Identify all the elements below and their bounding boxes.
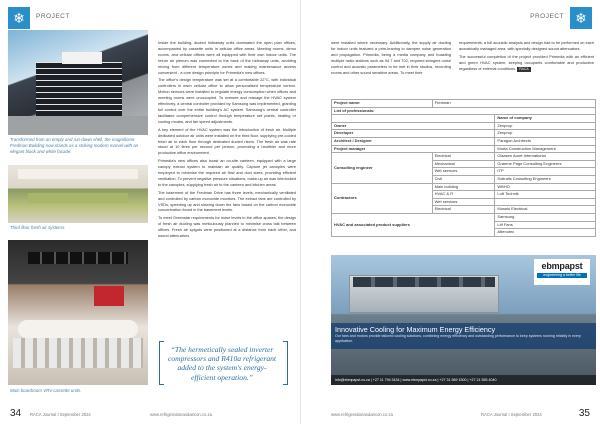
- table-cell: HVAC & R: [432, 191, 495, 199]
- body-paragraph: Primedia's new offices also boast an on-site canteen, equipped with a large canopy extract system to maintain air quality. Capture jet canopies were employed to minimise the required air flow and duct sizes, providing efficient ventilation. To prevent negative pressure situations, make-up air was interlocked to the canopies, supplying fresh air to the canteen and kitchen areas.: [158, 158, 296, 187]
- snowflake-logo-icon: ❄: [570, 7, 592, 29]
- body-paragraph: The office's design temperature was set at a comfortable 22°C, with individual controllers in each cellular office to allow personalised temperature control. Motion sensors were installed to regulate energy consumption when offices and meeting rooms were unoccupied. To oversee and manage the HVAC system effectively, a central controller provided by Samsung was implemented, granting full control over the entire building's AC system. Samsung's central controller facilitated comprehensive control through temperature set points, heating or cooling modes, and fan speed adjustments.: [158, 77, 296, 124]
- table-cell: Architect / Designer: [332, 137, 495, 145]
- table-cell: Wet services: [432, 198, 495, 206]
- table-cell: ITP: [495, 168, 596, 176]
- ad-brand-name: ebmpapst: [541, 261, 583, 271]
- table-cell: Luft Technik: [495, 191, 596, 199]
- table-cell: Civil: [432, 175, 495, 183]
- table-row: [332, 100, 596, 108]
- closing-text: The successful completion of the project provided Primedia with an efficient and green HVAC system, keeping occupants comfortable and productive regardless of external conditions.: [459, 53, 594, 71]
- table-cell: Samsung: [495, 213, 596, 221]
- table-cell: Developer: [332, 130, 495, 138]
- table-cell: Contractors: [332, 183, 433, 213]
- table-cell: Fredman: [432, 100, 595, 108]
- table-row: [332, 115, 596, 123]
- footer-issue: RACA Journal I September 2024: [30, 412, 91, 417]
- body-paragraph: Inside the building, ducted hideaway units dominated the open plan offices, accompanied by cassette units in cellular office areas. Meeting rooms, demo rooms, and cellular offices were all equipped with their own indoor units. The return air plenum was connected to the back of the hideaway units, avoiding mixing from different temperature zones and making maintenance access convenient - a core design principle for Primedia's new offices.: [158, 40, 296, 75]
- table-cell: Attenutec: [495, 229, 596, 237]
- table-cell: Lift Fans: [495, 221, 596, 229]
- ebmpapst-advertisement[interactable]: [331, 255, 596, 385]
- photo-caption-building: Transformed from an empty and run-down shell, the magnificent Fredman Building now stands as a striking modern marvel with an elegant black and white facade.: [10, 137, 139, 154]
- footer-url[interactable]: www.refrigerationandaircon.co.za: [331, 412, 393, 417]
- ad-contact-line[interactable]: info@ebmpapst.co.za | +27 11 794 3434 | www.ebmpapst.co.za | +27 31 569 1500 | +27 21 555 4040: [331, 375, 596, 385]
- table-row: [332, 153, 596, 161]
- body-column: [331, 40, 451, 90]
- table-row: [332, 107, 596, 115]
- table-cell: Zenprop: [495, 130, 596, 138]
- table-header-cell: Name of company: [495, 115, 596, 123]
- ad-headline: Innovative Cooling for Maximum Energy Efficiency: [335, 325, 496, 334]
- table-row: [332, 130, 596, 138]
- fresh-air-systems-photo: [8, 165, 148, 223]
- body-column: [459, 40, 594, 90]
- table-row: [332, 183, 596, 191]
- table-cell: Electrical: [432, 153, 495, 161]
- footer-issue: RACA Journal I September 2024: [481, 412, 542, 417]
- table-cell: Consulting engineer: [332, 153, 433, 183]
- table-cell: Moseki Electrical: [495, 206, 596, 214]
- ad-tagline: engineering a better life: [537, 273, 587, 278]
- table-row: [332, 145, 596, 153]
- table-cell: Project name:: [332, 100, 433, 108]
- table-cell: Sotiralis Consulting Engineers: [495, 175, 596, 183]
- body-paragraph: The basement of the Fredman Drive has three levels, mechanically ventilated and controlled by carbon monoxide monitors. The extract fans are controlled by VSDs, speeding up and slowing down the fans based on the carbon monoxide concentration found in the basement levels.: [158, 189, 296, 213]
- section-label: PROJECT: [36, 13, 70, 20]
- right-page: [300, 0, 600, 424]
- table-cell: Wet services: [432, 168, 495, 176]
- footer-url[interactable]: www.refrigerationandaircon.co.za: [150, 412, 212, 417]
- body-paragraph: A key element of the HVAC system was the introduction of fresh air. Multiple dedicated outdoor air units were installed on the third floor, supplying pre-cooled fresh air to each floor through dedicated ducted risers. The fresh air was rate stood at 10 litres per second per person, promoting a healthier and more productive office environment.: [158, 126, 296, 156]
- quote-bracket-right: [283, 341, 288, 385]
- ad-body-text: Our fans and motors provide tailored cooling solutions, combining energy efficiency and outstanding performance to keep systems running reliably in every application.: [335, 334, 581, 343]
- table-cell: Owner: [332, 122, 495, 130]
- table-row: [332, 213, 596, 221]
- table-cell: WBHO: [495, 183, 596, 191]
- ad-headline-band: [331, 323, 596, 349]
- table-cell: Main building: [432, 183, 495, 191]
- table-cell: Graeme Page Consulting Engineers: [495, 160, 596, 168]
- end-tag: RACA: [519, 66, 529, 71]
- table-row: [332, 137, 596, 145]
- table-cell: Paragon Architects: [495, 137, 596, 145]
- table-cell: Morta Construction Management: [495, 145, 596, 153]
- table-cell: Zenprop: [495, 122, 596, 130]
- pull-quote: “The hermetically sealed inverter compressors and R410a refrigerant added to the system's energy-efficient operation.”: [167, 345, 277, 382]
- snowflake-logo-icon: ❄: [8, 7, 30, 29]
- table-row: [332, 122, 596, 130]
- body-paragraph: To meet Greenstar requirements for noise levels in the office spaces, the design of fresh air ducting was meticulously planned to minimise cross talk between offices. Fresh air spigots were positioned at a distance from each other, and sound attenuators: [158, 215, 296, 239]
- body-paragraph: were installed where necessary. Additionally, the supply air ducting for indoor units featured a prim-leaning to dampen noise generation and propagation. Primedia, being a media company and boasting multiple radio stations such as 94.7 and 702, required stringent noise control and acoustic parameters to be met in their studios, recording rooms and other sound sensitive areas. To meet their: [331, 40, 451, 75]
- boardroom-photo: [8, 240, 148, 385]
- page-number: 35: [578, 408, 590, 419]
- table-cell: HVAC and associated product suppliers: [332, 213, 495, 236]
- ad-brand-logo: [534, 259, 590, 285]
- table-cell: Claasen Auret International: [495, 153, 596, 161]
- project-info-table: [331, 99, 596, 237]
- table-cell: Electrical: [432, 206, 495, 214]
- photo-caption-fresh-air: Third floor fresh air systems.: [10, 225, 66, 230]
- table-cell: [495, 198, 596, 206]
- building-photo: [8, 30, 148, 135]
- table-cell: Project manager: [332, 145, 495, 153]
- ad-fan-row-image: [353, 277, 495, 287]
- table-cell: [332, 115, 495, 123]
- body-paragraph: [459, 54, 594, 72]
- body-paragraph: requirements, a full acoustic analysis and design had to be performed on each acoustically managed area, with specially designed sound attenuators.: [459, 40, 594, 51]
- table-cell: List of professionals:: [332, 107, 596, 115]
- table-cell: Mechanical: [432, 160, 495, 168]
- photo-caption-boardroom: Main boardroom VRV cassette units.: [10, 388, 82, 393]
- section-label: PROJECT: [530, 13, 564, 20]
- body-column: [158, 40, 296, 380]
- page-number: 34: [10, 408, 22, 419]
